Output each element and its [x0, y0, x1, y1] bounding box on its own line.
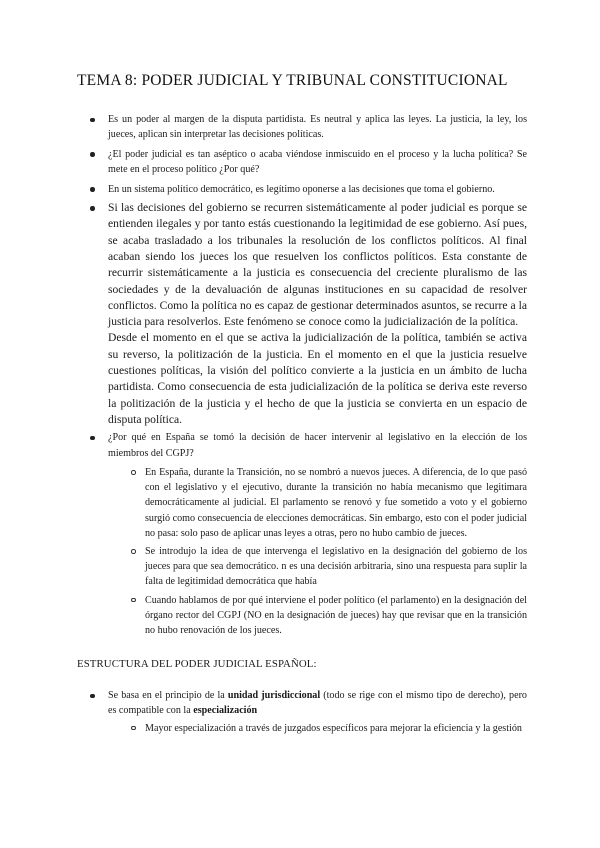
bullet-text: Mayor especialización a través de juzgados específicos para mejorar la eficiencia y la gestión — [145, 722, 522, 734]
bullet-dot-icon — [90, 152, 95, 157]
bullet-text: Cuando hablamos de por qué interviene el poder político (el parlamento) en la designación del órgano rector del CGPJ (NO en la designación de jueces) hay que revisar que en la transición no hubo renovación de los jueces. — [145, 594, 527, 637]
list-item — [108, 112, 527, 143]
bullet-dot-icon — [90, 118, 95, 123]
section-bullet-list — [0, 688, 527, 736]
list-item — [145, 721, 527, 736]
bullet-text-part: (todo se rige con el mismo tipo de derecho), pero es compatible con la — [108, 690, 527, 717]
list-item — [108, 182, 527, 197]
list-item — [108, 200, 527, 428]
bullet-dot-icon — [90, 187, 95, 192]
list-item — [145, 465, 527, 541]
list-item — [108, 688, 527, 719]
list-item — [108, 147, 527, 178]
bullet-text: En España, durante la Transición, no se nombró a nuevos jueces. A diferencia, de lo que pasó con el legislativo y el ejecutivo, durante la transición no había mecanismo que legitimara democráticamente al judicial. El parlamento se renovó y fue sometido a voto y el gobierno surgió como consecuencia de elecciones democráticas. Sin embargo, esto con el poder judicial no pasa: solo paso de aplicar unas leyes a otras, pero no hubo cambio de jueces. — [145, 467, 527, 539]
document-title: TEMA 8: PODER JUDICIAL Y TRIBUNAL CONSTITUCIONAL — [77, 72, 508, 89]
bullet-dot-icon — [90, 694, 95, 699]
bullet-text-part: Se basa en el principio de la — [108, 690, 228, 701]
section-heading: ESTRUCTURA DEL PODER JUDICIAL ESPAÑOL: — [77, 658, 317, 670]
bullet-dot-icon — [90, 206, 95, 211]
bullet-paragraph: Si las decisiones del gobierno se recurren sistemáticamente al poder judicial es porque se entienden ilegales y por tanto estás cuestionando la legitimidad de ese gobierno. Así pues, se acaba trasladado a los tribunales la resolución de los conflictos políticos. Al final acaban siendo los jueces los que resuelven los conflictos políticos. Esta constante de recurrir sistemáticamente a la justicia es consecuencia del creciente pluralismo de las sociedades y de la devaluación de algunas instituciones en su capacidad de resolver conflictos. Como la política no es capaz de gestionar determinados asuntos, se recurre a la justicia para resolverlos. Este fenómeno se conoce como la judicialización de la política. — [108, 201, 527, 329]
list-item — [145, 544, 527, 590]
bullet-text: ¿Por qué en España se tomó la decisión de hacer intervenir al legislativo en la elección de los miembros del CGPJ? — [108, 432, 527, 459]
list-item — [145, 593, 527, 639]
bullet-circle-icon — [131, 470, 136, 475]
bullet-text: ¿El poder judicial es tan aséptico o acaba viéndose inmiscuido en el proceso y la lucha política? Se mete en el proceso político ¿Por qué? — [108, 148, 527, 176]
bullet-circle-icon — [131, 726, 136, 731]
bold-term: unidad jurisdiccional — [227, 690, 321, 701]
bullet-circle-icon — [131, 549, 136, 554]
bullet-text: Se introdujo la idea de que intervenga el legislativo en la designación del gobierno de los jueces para que sea democrático. n es una decisión arbitraria, sino una respuesta para suplir la falta de legitimidad democrática que había — [145, 546, 527, 588]
bullet-dot-icon — [90, 436, 95, 441]
list-item — [108, 430, 527, 461]
bullet-circle-icon — [131, 598, 136, 603]
bullet-text: Es un poder al margen de la disputa partidista. Es neutral y aplica las leyes. La justicia, la ley, los jueces, aplican sin interpretar las decisiones políticas. — [108, 114, 527, 141]
bullet-paragraph: Desde el momento en el que se activa la judicialización de la política, también se activa su reverso, la politización de la justicia. En el momento en el que la justicia resuelve cuestiones políticas, la visión del político convierte a la justicia en un ámbito de lucha partidista. Como consecuencia de esta judicialización de la política se deriva este reverso la politización de la justicia y el hecho de que la justicia se convierta en un espacio de disputa política. — [108, 331, 527, 426]
bold-term: especialización — [193, 705, 258, 717]
main-bullet-list — [0, 112, 527, 638]
bullet-text: En un sistema político democrático, es legítimo oponerse a las decisiones que toma el gobierno. — [108, 183, 495, 195]
